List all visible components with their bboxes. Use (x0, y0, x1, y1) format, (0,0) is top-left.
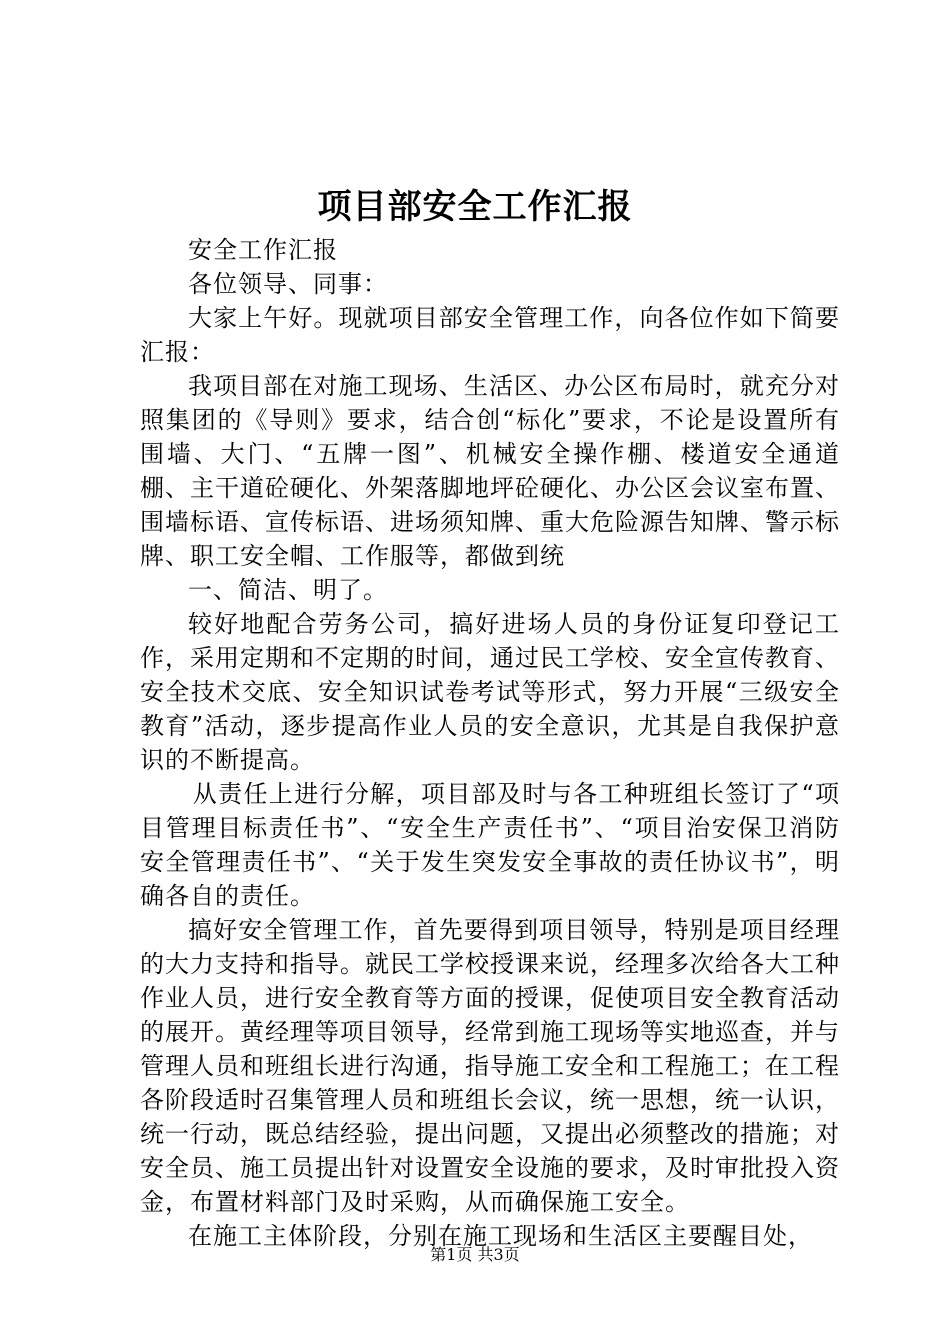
paragraph-heading: 安全工作汇报 (188, 236, 338, 264)
document-title: 项目部安全工作汇报 (317, 187, 633, 227)
paragraph-education: 较好地配合劳务公司，搞好进场人员的身份证复印登记工作，采用定期和不定期的时间，通过民工学校、安全宣传教育、安全技术交底、安全知识试卷考试等形式，努力开展“三级安全教育”活动，逐步提高作业人员的安全意识，尤其是自我保护意识的不断提高。 (140, 610, 840, 774)
paragraph-layout: 我项目部在对施工现场、生活区、办公区布局时，就充分对照集团的《导则》要求，结合创“标化”要求，不论是设置所有围墙、大门、“五牌一图”、机械安全操作棚、楼道安全通道棚、主干道砼硬化、外架落脚地坪砼硬化、办公区会议室布置、围墙标语、宣传标语、进场须知牌、重大危险源告知牌、警示标牌、职工安全帽、工作服等，都做到统 (140, 372, 840, 570)
paragraph-construction-stage: 在施工主体阶段，分别在施工现场和生活区主要醒目处， (188, 1222, 813, 1250)
paragraph-responsibility: 从责任上进行分解，项目部及时与各工种班组长签订了“项目管理目标责任书”、“安全生产责任书”、“项目治安保卫消防安全管理责任书”、“关于发生突发安全事故的责任协议书”，明确各自的责任。 (140, 780, 840, 910)
paragraph-salutation: 各位领导、同事： (188, 270, 388, 298)
paragraph-leadership: 搞好安全管理工作，首先要得到项目领导，特别是项目经理的大力支持和指导。就民工学校授课来说，经理多次给各大工种作业人员，进行安全教育等方面的授课，促使项目安全教育活动的展开。黄经理等项目领导，经常到施工现场等实地巡查，并与管理人员和班组长进行沟通，指导施工安全和工程施工；在工程各阶段适时召集管理人员和班组长会议，统一思想，统一认识，统一行动，既总结经验，提出问题，又提出必须整改的措施；对安全员、施工员提出针对设置安全设施的要求，及时审批投入资金，布置材料部门及时采购，从而确保施工安全。 (140, 916, 840, 1216)
document-body (140, 233, 840, 1253)
page-footer: 第1页 共3页 (430, 1245, 520, 1264)
paragraph-greeting: 大家上午好。现就项目部安全管理工作，向各位作如下简要汇报： (140, 304, 840, 366)
paragraph-unified: 一、简洁、明了。 (188, 576, 388, 604)
